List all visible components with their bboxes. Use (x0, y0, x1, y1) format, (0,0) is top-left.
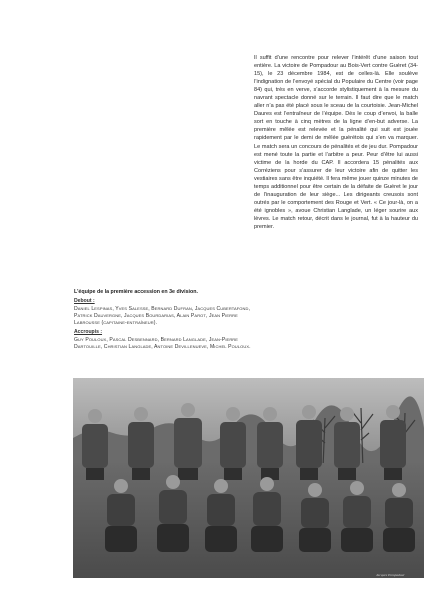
caption-title: L’équipe de la première accession en 3e division. (74, 289, 198, 295)
photo-credit: Jacques Pompadour (376, 573, 405, 577)
crouching-heading: Accroupis : (74, 329, 103, 336)
team-photo (73, 378, 424, 578)
crouching-names: Guy Pouloux, Pascal Desbennard, Bernard Langlade, Jean-Pierre Dartouille, Christian Langlade, Antoine Devillenueve, Michel Pouloux. (74, 336, 251, 351)
standing-heading: Debout : (74, 298, 95, 305)
photo-caption (74, 289, 264, 351)
article-body: Il suffit d’une rencontre pour relever l’intérêt d’une saison tout entière. La victoire de Pompadour au Bois-Vert contre Guéret (34-15), le 23 décembre 1984, est de celles-là. Elle soulève l’indignation de l’envoyé spécial du Populaire du Centre (voir page 84) qui, très en verve, s’accorde stylistiquement à la mesure du navrant spectacle donné sur le terrain. Il faut dire que le match aller n’a pas été placé sous le sceau de la courtoisie. Jean-Michel Daures est l’entraîneur de l’équipe. Dès le coup d’envoi, la balle sort en touche à cinq mètres de la ligne d’en-but adverse. La première mêlée est relevée et la pénalité qui suit est jouée rapidement par le demi de mêlée guérétois qui s’en va marquer. Le match sera un concours de pénalités et de jeu dur. Pompadour est mené toute la partie et l’arbitre a peur. Peur d’être lui aussi victime de la horde du CAP. Il accordera 15 pénalités aux Corréziens pour s’assurer de leur victoire afin de quitter les vestiaires sans être inquiété. Il fera même jouer quinze minutes de temps additionnel pour être certain de la défaite de Guéret le jour de l’inauguration de leur siège... Les dirigeants creusois sont outrés par le comportement des Rouge et Vert. « Ce jour-là, on a été ignobles », avoue Christian Langlade, un léger sourire aux lèvres. Le match retour, décrit dans le journal, fut à la hauteur du premier. (254, 55, 418, 230)
standing-names: Daniel Lespinas, Yves Salesse, Bernard Dufran, Jacques Cubertafond, Patrick Dauvergne, Jacques Bourdarias, Alain Parot, Jean Pierre Labrousse (capitaine-entraîneur). (74, 305, 250, 327)
